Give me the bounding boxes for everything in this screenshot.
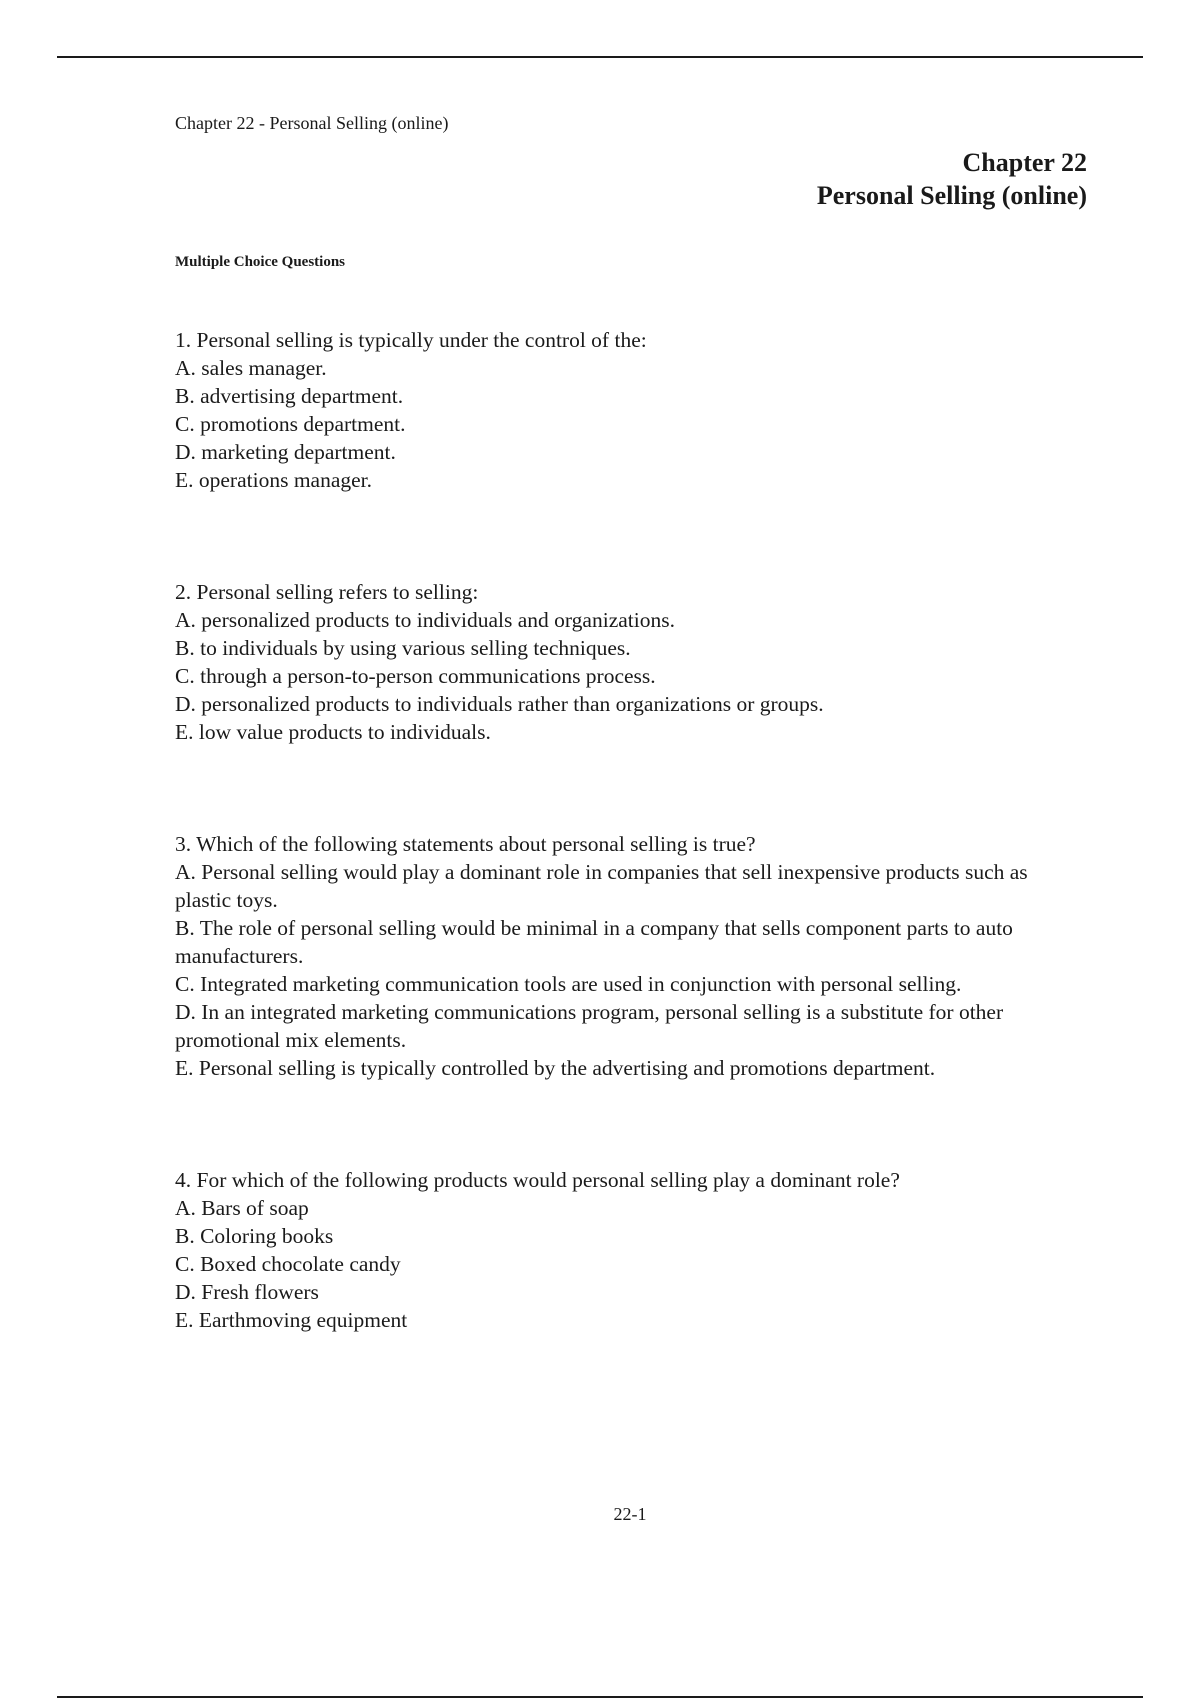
section-heading: Multiple Choice Questions	[175, 254, 346, 270]
answer-option-c: C. Integrated marketing communication tools are used in conjunction with personal selling.	[175, 972, 962, 996]
answer-option-a: A. personalized products to individuals and organizations.	[175, 608, 675, 632]
top-rule	[57, 56, 1143, 58]
answer-option-c: C. promotions department.	[175, 412, 406, 436]
bottom-rule	[57, 1696, 1143, 1698]
answer-option-e: E. operations manager.	[175, 468, 373, 492]
answer-option-d: D. In an integrated marketing communications program, personal selling is a substitute for other promotional mix elements.	[175, 1000, 1004, 1052]
running-header: Chapter 22 - Personal Selling (online)	[175, 113, 449, 133]
answer-option-c: C. Boxed chocolate candy	[175, 1252, 401, 1276]
answer-option-d: D. personalized products to individuals rather than organizations or groups.	[175, 692, 824, 716]
question-stem: 3. Which of the following statements about personal selling is true?	[175, 832, 756, 856]
question-list	[175, 326, 1085, 1334]
chapter-name: Personal Selling (online)	[816, 181, 1087, 210]
question-stem: 4. For which of the following products would personal selling play a dominant role?	[175, 1168, 900, 1192]
answer-option-e: E. Personal selling is typically controlled by the advertising and promotions department.	[175, 1056, 936, 1080]
answer-option-a: A. sales manager.	[175, 356, 327, 380]
answer-option-b: B. advertising department.	[175, 384, 404, 408]
chapter-number: Chapter 22	[962, 148, 1087, 177]
answer-option-d: D. marketing department.	[175, 440, 396, 464]
question-stem: 1. Personal selling is typically under the control of the:	[175, 328, 647, 352]
question-3	[175, 830, 1085, 1082]
question-1	[175, 326, 1085, 494]
answer-option-b: B. Coloring books	[175, 1224, 334, 1248]
page-number: 22-1	[613, 1504, 647, 1524]
question-stem: 2. Personal selling refers to selling:	[175, 580, 479, 604]
answer-option-c: C. through a person-to-person communications process.	[175, 664, 656, 688]
question-2	[175, 578, 1085, 746]
answer-option-d: D. Fresh flowers	[175, 1280, 319, 1304]
answer-option-e: E. low value products to individuals.	[175, 720, 491, 744]
answer-option-b: B. to individuals by using various selling techniques.	[175, 636, 631, 660]
question-4	[175, 1166, 1085, 1334]
answer-option-b: B. The role of personal selling would be minimal in a company that sells component parts to auto manufacturers.	[175, 916, 1013, 968]
chapter-title	[817, 146, 1087, 212]
answer-option-a: A. Bars of soap	[175, 1196, 309, 1220]
answer-option-e: E. Earthmoving equipment	[175, 1308, 408, 1332]
answer-option-a: A. Personal selling would play a dominant role in companies that sell inexpensive products such as plastic toys.	[175, 860, 1028, 912]
